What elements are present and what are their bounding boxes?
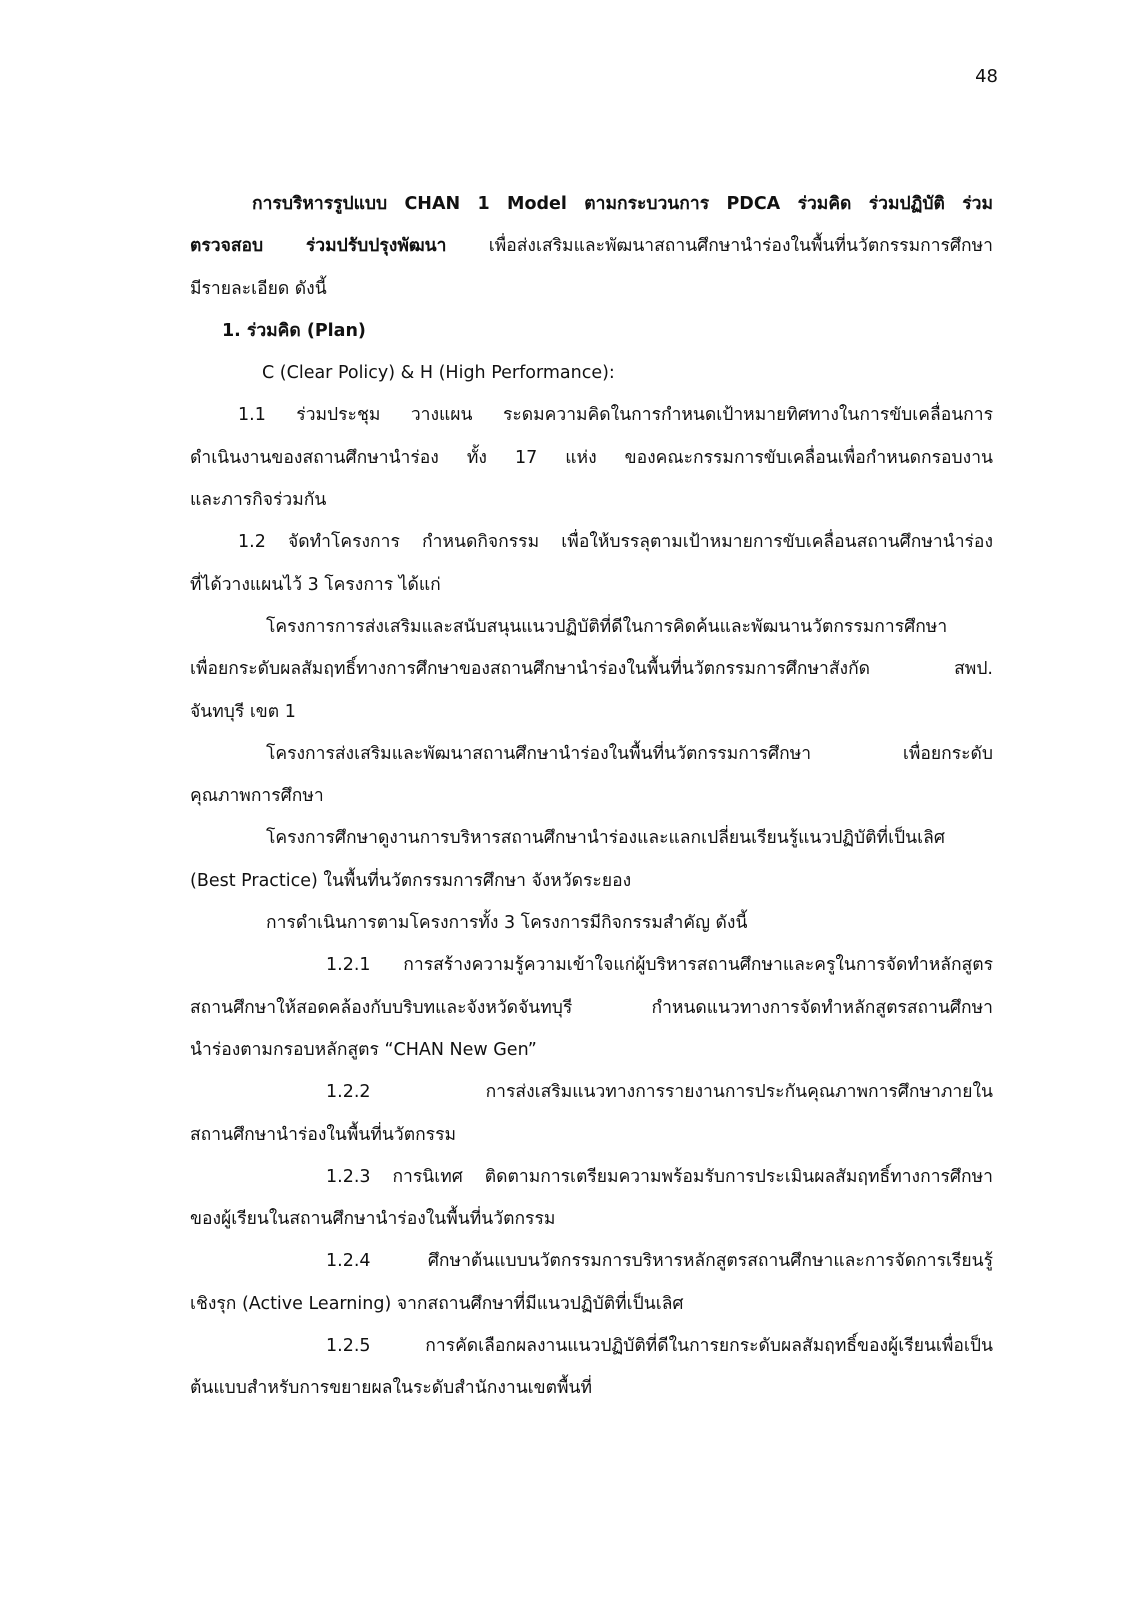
intro-bold-phrase: ตรวจสอบ ร่วมปรับปรุงพัฒนา [190,236,447,257]
section-subheading: C (Clear Policy) & H (High Performance): [262,363,615,384]
project-1-line-2: เพื่อยกระดับผลสัมฤทธิ์ทางการศึกษาของสถานศึกษานำร่องในพื้นที่นวัตกรรมการศึกษาสังกัด สพป. [190,659,993,680]
activity-1-2-1-line-3: นำร่องตามกรอบหลักสูตร “CHAN New Gen” [190,1039,537,1060]
paragraph-1-1-line-2: ดำเนินงานของสถานศึกษานำร่อง ทั้ง 17 แห่ง ของคณะกรรมการขับเคลื่อนเพื่อกำหนดกรอบงาน [190,447,993,468]
section-heading-plan: 1. ร่วมคิด (Plan) [222,320,366,341]
activity-1-2-4-line-2: เชิงรุก (Active Learning) จากสถานศึกษาที่มีแนวปฏิบัติที่เป็นเลิศ [190,1293,684,1314]
activity-1-2-3-line-1: 1.2.3 การนิเทศ ติดตามการเตรียมความพร้อมรับการประเมินผลสัมฤทธิ์ทางการศึกษา [326,1166,993,1187]
activity-1-2-1-line-2: สถานศึกษาให้สอดคล้องกับบริบทและจังหวัดจันทบุรี กำหนดแนวทางการจัดทำหลักสูตรสถานศึกษา [190,997,993,1018]
project-2-line-1: โครงการส่งเสริมและพัฒนาสถานศึกษานำร่องในพื้นที่นวัตกรรมการศึกษา เพื่อยกระดับ [266,743,993,764]
activity-1-2-4-line-1: 1.2.4 ศึกษาต้นแบบนวัตกรรมการบริหารหลักสูตรสถานศึกษาและการจัดการเรียนรู้ [326,1251,993,1272]
page-number: 48 [975,66,998,87]
page-body [190,183,993,1410]
activity-1-2-1-line-1: 1.2.1 การสร้างความรู้ความเข้าใจแก่ผู้บริหารสถานศึกษาและครูในการจัดทำหลักสูตร [326,955,993,976]
activity-1-2-2-line-2: สถานศึกษานำร่องในพื้นที่นวัตกรรม [190,1124,457,1145]
activity-1-2-2-line-1: 1.2.2 การส่งเสริมแนวทางการรายงานการประกันคุณภาพการศึกษาภายใน [326,1082,993,1103]
paragraph-1-2-line-1: 1.2 จัดทำโครงการ กำหนดกิจกรรม เพื่อให้บรรลุตามเป้าหมายการขับเคลื่อนสถานศึกษานำร่อง [238,532,993,553]
project-3-line-2: (Best Practice) ในพื้นที่นวัตกรรมการศึกษา จังหวัดระยอง [190,870,632,891]
activity-1-2-3-line-2: ของผู้เรียนในสถานศึกษานำร่องในพื้นที่นวัตกรรม [190,1209,556,1230]
intro-line-3: มีรายละเอียด ดังนี้ [190,278,327,299]
paragraph-1-2-line-2: ที่ได้วางแผนไว้ 3 โครงการ ได้แก่ [190,574,441,595]
project-1-line-1: โครงการการส่งเสริมและสนับสนุนแนวปฏิบัติที่ดีในการคิดค้นและพัฒนานวัตกรรมการศึกษา [266,616,948,637]
activities-intro: การดำเนินการตามโครงการทั้ง 3 โครงการมีกิจกรรมสำคัญ ดังนี้ [266,913,748,934]
intro-line-2-rest: เพื่อส่งเสริมและพัฒนาสถานศึกษานำร่องในพื้นที่นวัตกรรมการศึกษา [446,236,993,257]
paragraph-1-1-line-1: 1.1 ร่วมประชุม วางแผน ระดมความคิดในการกำหนดเป้าหมายทิศทางในการขับเคลื่อนการ [238,405,993,426]
activity-1-2-5-line-1: 1.2.5 การคัดเลือกผลงานแนวปฏิบัติที่ดีในการยกระดับผลสัมฤทธิ์ของผู้เรียนเพื่อเป็น [326,1336,993,1357]
intro-line-2 [190,225,993,267]
intro-bold-line: การบริหารรูปแบบ CHAN 1 Model ตามกระบวนการ PDCA ร่วมคิด ร่วมปฏิบัติ ร่วม [252,194,993,214]
activity-1-2-5-line-2: ต้นแบบสำหรับการขยายผลในระดับสำนักงานเขตพื้นที่ [190,1378,592,1399]
paragraph-1-1-line-3: และภารกิจร่วมกัน [190,490,327,511]
project-3-line-1: โครงการศึกษาดูงานการบริหารสถานศึกษานำร่องและแลกเปลี่ยนเรียนรู้แนวปฏิบัติที่เป็นเลิศ [266,828,945,849]
project-1-line-3: จันทบุรี เขต 1 [190,701,296,722]
project-2-line-2: คุณภาพการศึกษา [190,786,324,807]
